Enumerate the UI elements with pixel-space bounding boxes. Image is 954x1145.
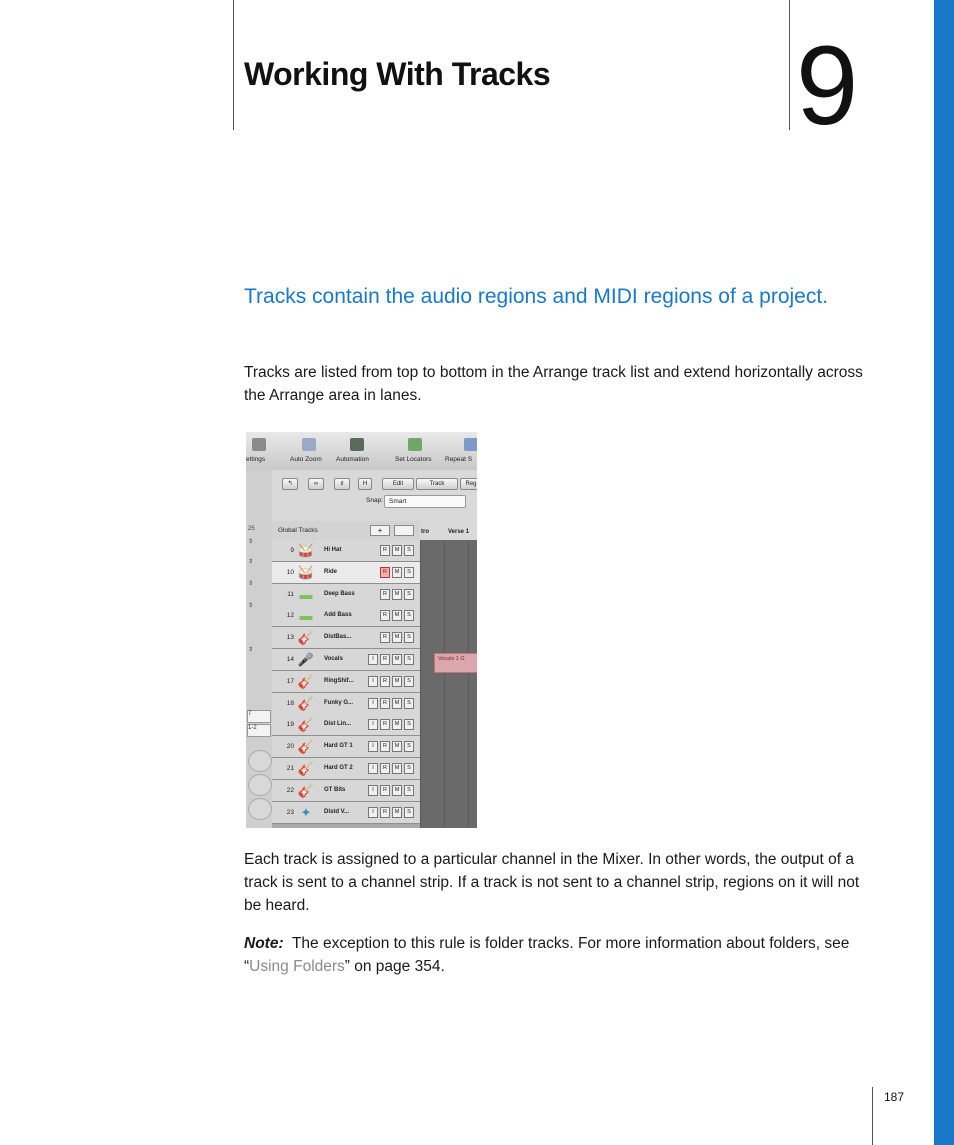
track-name: Hard GT 2	[324, 765, 353, 771]
input-monitor-button: I	[368, 785, 378, 796]
add-track-icon: +	[370, 525, 390, 536]
track-list	[272, 540, 420, 828]
mic-icon: 🎤	[297, 652, 315, 667]
catch-icon: H	[358, 478, 372, 490]
input-monitor-button: I	[368, 676, 378, 687]
track-name: Hard GT 1	[324, 743, 353, 750]
solo-button: S	[404, 807, 414, 818]
toolbar-repeat: Repeat S	[445, 456, 473, 463]
track-row	[272, 562, 420, 584]
tool-button: ↰	[282, 478, 298, 490]
track-number: 23	[286, 808, 294, 816]
record-button: R	[380, 698, 390, 709]
stepper-icon: ⇕	[248, 581, 254, 587]
audio-region: Vocals 1 G	[434, 653, 477, 673]
toolbar-auto-zoom: Auto Zoom	[290, 456, 322, 463]
record-button: R	[380, 763, 390, 774]
track-number: 17	[286, 677, 294, 685]
knob-icon	[248, 774, 272, 796]
record-button: R	[380, 807, 390, 818]
grid-line	[444, 540, 445, 828]
track-row	[272, 693, 420, 715]
record-button: R	[380, 741, 390, 752]
set-locators-icon	[408, 438, 422, 451]
solo-button: S	[404, 654, 414, 665]
solo-button: S	[404, 698, 414, 709]
automation-icon	[350, 438, 364, 451]
guitar-icon: 🎸	[297, 630, 315, 646]
global-tracks-header	[272, 521, 420, 541]
auto-zoom-icon	[302, 438, 316, 451]
track-name: Vocals	[324, 656, 343, 662]
snap-value: Smart	[384, 495, 466, 508]
solo-button: S	[404, 589, 414, 600]
mute-button: M	[392, 632, 402, 643]
paragraph-tracks-list: Tracks are listed from top to bottom in the Arrange track list and extend horizontally across the Arrange area in lanes.	[244, 364, 863, 404]
section-subtitle: Tracks contain the audio regions and MIDI regions of a project.	[244, 285, 829, 308]
track-row	[272, 671, 420, 693]
drums-icon: 🥁	[297, 564, 315, 580]
solo-button: S	[404, 632, 414, 643]
track-name: RingShif...	[324, 677, 354, 684]
track-number: 22	[286, 786, 294, 794]
input-monitor-button: I	[368, 763, 378, 774]
track-number: 9	[290, 547, 294, 554]
knob-icon	[248, 750, 272, 772]
input-monitor-button: I	[368, 719, 378, 730]
settings-icon	[252, 438, 266, 451]
grid-line	[468, 540, 469, 828]
track-name: GT Bits	[324, 786, 346, 793]
knob-icon	[248, 798, 272, 820]
grid-line	[420, 540, 421, 828]
track-number: 13	[286, 634, 294, 642]
stepper-icon: ⇕	[248, 603, 254, 609]
chapter-side-bar	[934, 0, 954, 1145]
track-number: 21	[286, 765, 294, 772]
arrange-control-row	[272, 470, 477, 522]
record-button: R	[380, 610, 390, 621]
page-number-rule	[872, 1087, 873, 1145]
flex-icon: ♯	[334, 478, 350, 490]
synth-icon: ▬	[299, 586, 313, 602]
screenshot-toolbar	[246, 432, 477, 470]
toolbar-set-locators: Set Locators	[395, 456, 432, 463]
record-button: R	[380, 719, 390, 730]
guitar-icon: 🎸	[297, 782, 315, 798]
mute-button: M	[392, 741, 402, 752]
track-row	[272, 802, 420, 824]
mute-button: M	[392, 807, 402, 818]
note-tail: ” on page 354.	[344, 958, 445, 975]
stepper-icon: ⇕	[248, 647, 254, 653]
track-row	[272, 780, 420, 802]
track-name: Add Bass	[324, 612, 352, 619]
region-menu: Reg	[460, 478, 477, 490]
track-row	[272, 627, 420, 649]
track-name: Deep Bass	[324, 590, 355, 597]
stepper-icon: ⇕	[248, 559, 254, 565]
track-name: Dist Lin...	[324, 721, 351, 728]
link-icon: ∞	[308, 478, 324, 490]
mute-button: M	[392, 654, 402, 665]
track-row	[272, 758, 420, 780]
track-row	[272, 540, 420, 562]
synth-icon: ▬	[299, 608, 313, 624]
mute-button: M	[392, 719, 402, 730]
mute-button: M	[392, 589, 402, 600]
input-monitor-button: I	[368, 698, 378, 709]
track-name: Hi Hat	[324, 547, 342, 553]
arrange-area	[420, 540, 477, 828]
drums-icon: 🥁	[297, 543, 315, 558]
chapter-number: 9	[796, 23, 859, 148]
record-button: R	[380, 589, 390, 600]
inspector-box: 7	[247, 710, 271, 723]
mute-button: M	[392, 785, 402, 796]
ruler-marker: tro	[421, 529, 429, 535]
solo-button: S	[404, 610, 414, 621]
inspector-column	[246, 470, 272, 828]
track-menu: Track	[416, 478, 458, 490]
track-number: 10	[286, 568, 294, 576]
title-rule-right	[789, 0, 790, 130]
arrange-window-screenshot	[246, 432, 477, 828]
track-row	[272, 649, 420, 671]
track-row	[272, 584, 420, 606]
guitar-icon: 🎸	[297, 717, 315, 733]
bar-ruler	[420, 521, 477, 541]
record-button: R	[380, 632, 390, 643]
track-number: 20	[286, 743, 294, 751]
mute-button: M	[392, 567, 402, 578]
record-button: R	[380, 785, 390, 796]
track-name: Distd V...	[324, 808, 350, 815]
using-folders-link[interactable]: Using Folders	[249, 958, 345, 975]
solo-button: S	[404, 719, 414, 730]
stepper-icon: ⇕	[248, 539, 254, 545]
repeat-icon	[464, 438, 477, 451]
record-button: R	[380, 654, 390, 665]
record-button: R	[380, 676, 390, 687]
track-number: 12	[286, 612, 294, 620]
track-number: 11	[287, 590, 294, 598]
chapter-title: Working With Tracks	[244, 56, 551, 92]
toolbar-settings: ettings	[246, 456, 266, 463]
solo-button: S	[404, 567, 414, 578]
solo-button: S	[404, 741, 414, 752]
inspector-value: 25	[248, 526, 255, 532]
mute-button: M	[392, 610, 402, 621]
guitar-icon: 🎸	[297, 761, 315, 776]
input-monitor-button: I	[368, 741, 378, 752]
fx-icon: ✦	[300, 804, 312, 820]
global-tracks-label: Global Tracks	[278, 527, 318, 534]
solo-button: S	[404, 785, 414, 796]
note-text: The exception to this rule is folder tracks. For more information about folders, see “	[244, 935, 850, 975]
track-row	[272, 714, 420, 736]
title-rule-left	[233, 0, 234, 130]
inspector-box: 1-2	[247, 724, 271, 737]
guitar-icon: 🎸	[297, 695, 315, 711]
page-number: 187	[884, 1090, 905, 1104]
track-row	[272, 736, 420, 758]
track-name: Ride	[324, 568, 338, 575]
mute-button: M	[392, 676, 402, 687]
note-label: Note:	[244, 935, 284, 952]
input-monitor-button: I	[368, 654, 378, 665]
solo-button: S	[404, 676, 414, 687]
solo-button: S	[404, 545, 414, 556]
track-number: 19	[286, 721, 294, 729]
ruler-marker: Verse 1	[448, 529, 470, 535]
track-number: 18	[286, 699, 294, 707]
solo-button: S	[404, 763, 414, 774]
guitar-icon: 🎸	[297, 673, 315, 689]
track-name: Funky G...	[324, 699, 354, 706]
mute-button: M	[392, 545, 402, 556]
record-button: R	[380, 545, 390, 556]
paragraph-channel: Each track is assigned to a particular channel in the Mixer. In other words, the output of a track is sent to a channel strip. If a track is not sent to a channel strip, regions on it will not be heard.	[244, 851, 860, 914]
record-button: R	[380, 567, 390, 578]
edit-menu: Edit	[382, 478, 414, 490]
guitar-icon: 🎸	[297, 739, 315, 755]
input-monitor-button: I	[368, 807, 378, 818]
snap-label: Snap:	[366, 497, 383, 504]
mute-button: M	[392, 763, 402, 774]
mute-button: M	[392, 698, 402, 709]
toolbar-automation: Automation	[336, 456, 369, 463]
track-name: DistBas...	[324, 634, 352, 641]
folder-icon	[394, 525, 414, 536]
track-row	[272, 605, 420, 627]
note-paragraph	[244, 932, 874, 978]
track-number: 14	[286, 656, 294, 663]
